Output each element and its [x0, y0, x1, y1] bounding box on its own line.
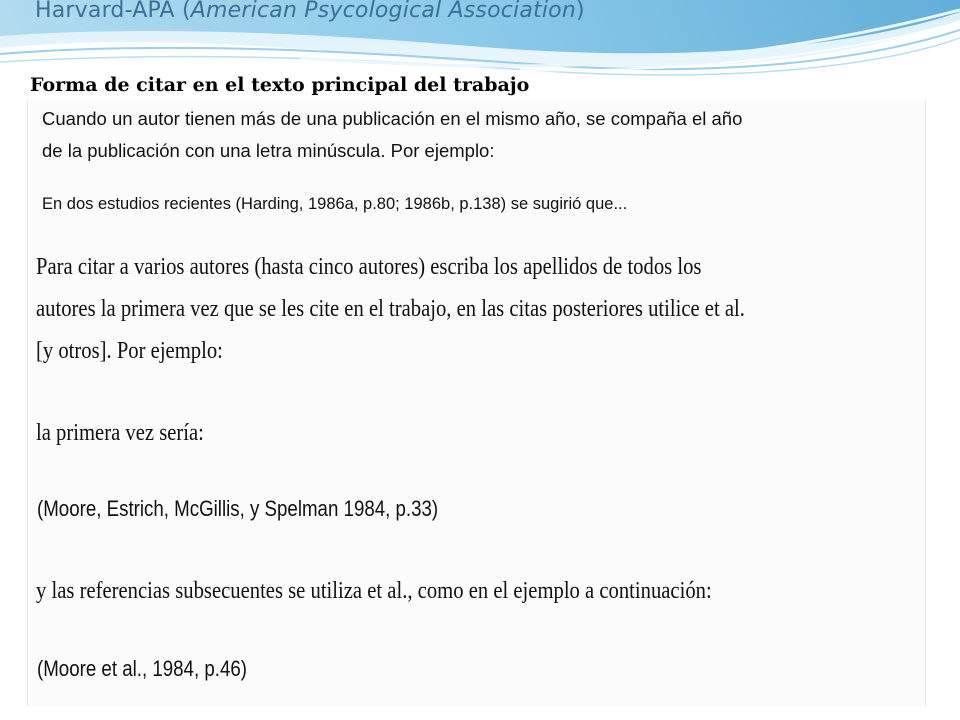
example-citation-1: En dos estudios recientes (Harding, 1986a, p.80; 1986b, p.138) se sugirió que... — [42, 195, 628, 213]
example-citation-2: (Moore, Estrich, McGillis, y Spelman 1984, p.33) — [37, 496, 439, 521]
paragraph-2-line-3: [y otros]. Por ejemplo: — [36, 338, 223, 364]
first-time-label: la primera vez sería: — [36, 420, 204, 446]
paragraph-2-line-1: Para citar a varios autores (hasta cinco autores) escriba los apellidos de todos los — [36, 254, 702, 280]
paragraph-1-line-2: de la publicación con una letra minúscula. Por ejemplo: — [42, 140, 495, 161]
example-citation-3: (Moore et al., 1984, p.46) — [37, 656, 247, 681]
slide-title-plain: Harvard-APA ( — [35, 0, 191, 23]
slide-subtitle: Forma de citar en el texto principal del trabajo — [30, 74, 530, 96]
slide-title-close: ) — [575, 0, 585, 23]
slide-title — [35, 0, 585, 23]
slide-title-italic: American Psycological Association — [190, 0, 576, 23]
paragraph-2-line-2: autores la primera vez que se les cite en el trabajo, en las citas posteriores utilice et al. — [36, 296, 745, 322]
paragraph-1-line-1: Cuando un autor tienen más de una publicación en el mismo año, se compaña el año — [42, 108, 743, 129]
subsequent-text: y las referencias subsecuentes se utiliza et al., como en el ejemplo a continuación: — [36, 578, 712, 604]
content-image — [27, 100, 926, 706]
